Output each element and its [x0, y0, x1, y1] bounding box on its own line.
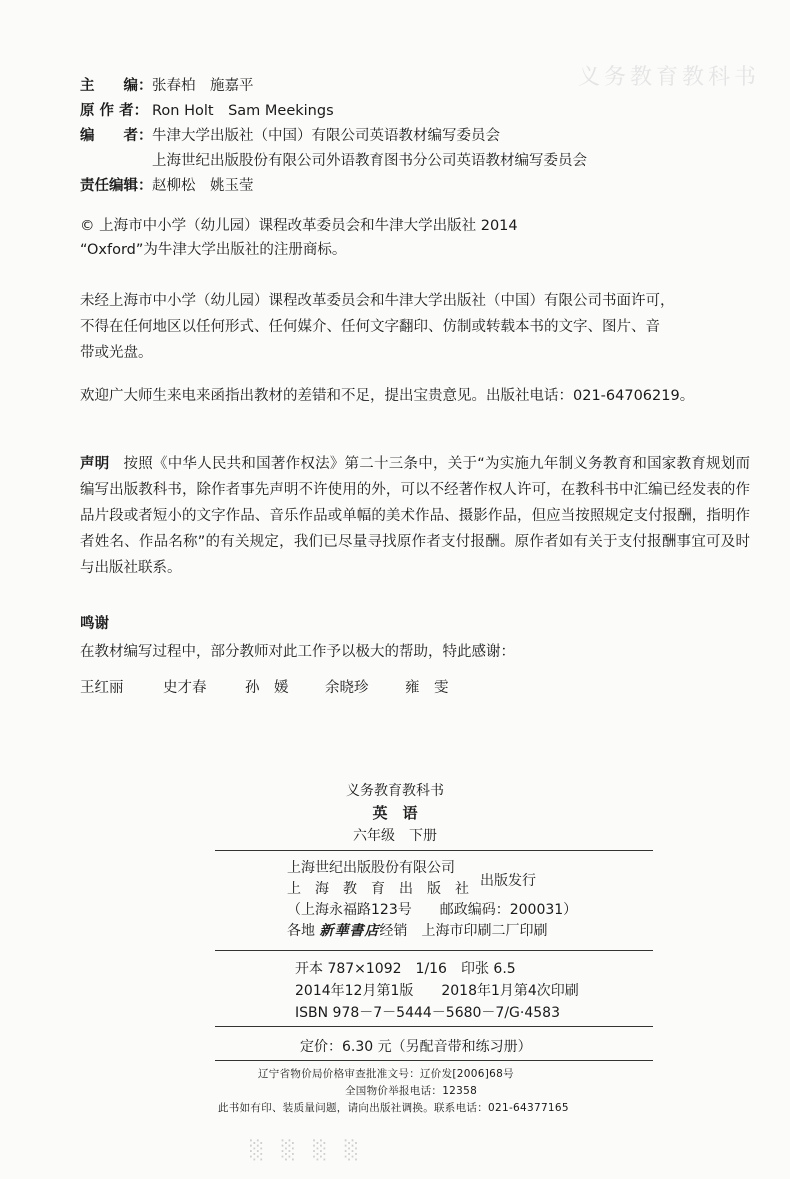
- acknowledgement-names: [80, 676, 580, 700]
- permission-notice: [80, 288, 752, 366]
- teacher-name: 王红丽: [80, 680, 124, 696]
- quality-notice: 此书如有印、装质量问题，请向出版社调换。联系电话：021-64377165: [218, 1102, 569, 1114]
- seller-prefix: 各地: [287, 923, 315, 939]
- series-title: 义务教育教科书: [346, 783, 444, 799]
- teacher-name: 孙 媛: [245, 680, 289, 696]
- divider: [215, 1060, 653, 1061]
- seller-suffix: 经销 上海市印刷二厂印刷: [379, 923, 548, 939]
- divider: [215, 850, 653, 851]
- seller-line: [287, 921, 607, 942]
- trademark-line: “Oxford”为牛津大学出版社的注册商标。: [80, 242, 347, 258]
- teacher-name: 史才春: [163, 680, 207, 696]
- format-line: 开本 787×1092 1/16 印张 6.5: [295, 961, 516, 977]
- credit-label: 责任编辑：: [80, 178, 153, 194]
- publisher-name: 上海世纪出版股份有限公司: [287, 860, 455, 876]
- xinhua-bookstore-logo: 新華書店: [319, 923, 380, 939]
- divider: [215, 950, 653, 951]
- teacher-name: 雍 雯: [405, 680, 449, 696]
- publisher-address: （上海永福路123号 邮政编码：200031）: [287, 902, 578, 918]
- teacher-name: 余晓珍: [325, 680, 369, 696]
- statement-block: [80, 451, 750, 581]
- credit-label: 原 作 者：: [80, 103, 149, 119]
- copyright-notice: [80, 214, 752, 262]
- credit-value: 上海世纪出版股份有限公司外语教育图书分公司英语教材编写委员会: [152, 153, 587, 169]
- bottom-watermark: ░ ░ ░ ░: [250, 1140, 365, 1161]
- isbn-line: ISBN 978－7－5444－5680－7/G·4583: [295, 1005, 560, 1021]
- credit-value: Ron Holt Sam Meekings: [152, 103, 334, 119]
- distribution-label: 出版发行: [480, 873, 536, 889]
- permission-line: 未经上海市中小学（幼儿园）课程改革委员会和牛津大学出版社（中国）有限公司书面许可，: [80, 293, 675, 309]
- price-hotline: 全国物价举报电话：12358: [345, 1085, 478, 1097]
- grade-title: 六年级 下册: [353, 828, 437, 844]
- subject-title: 英 语: [372, 804, 418, 822]
- copyright-line: © 上海市中小学（幼儿园）课程改革委员会和牛津大学出版社 2014: [80, 218, 518, 234]
- price-line: 定价：6.30 元（另配音带和练习册）: [300, 1039, 532, 1055]
- watermark-text: 义务教育教科书: [577, 65, 760, 90]
- price-approval: 辽宁省物价局价格审查批准文号：辽价发[2006]68号: [258, 1068, 514, 1080]
- credit-label: 主 编：: [80, 78, 153, 94]
- edition-line: 2014年12月第1版 2018年1月第4次印刷: [295, 983, 579, 999]
- publishers: [287, 858, 607, 942]
- credit-label: 编 者：: [80, 128, 153, 144]
- publisher-name: 上 海 教 育 出 版 社: [287, 881, 469, 897]
- statement-label: 声明: [80, 456, 110, 472]
- permission-line: 带或光盘。: [80, 345, 153, 361]
- statement-text: 按照《中华人民共和国著作权法》第二十三条中，关于“为实施九年制义务教育和国家教育规划而编写出版教科书，除作者事先声明不许使用的外，可以不经著作权人许可，在教科书中汇编已经发表的作品片段或者短小的文字作品、音乐作品或单幅的美术作品、摄影作品，但应当按照规定支付报酬，指明作者姓名、作品名称”的有关规定，我们已尽量寻找原作者支付报酬。原作者如有关于支付报酬事宜可及时与出版社联系。: [80, 456, 751, 576]
- feedback-line: 欢迎广大师生来电来函指出教材的差错和不足，提出宝贵意见。出版社电话：021-64706219。: [80, 388, 695, 404]
- credit-value: 张春柏 施嘉平: [152, 78, 254, 94]
- acknowledgement-title: 鸣谢: [80, 616, 109, 632]
- permission-line: 不得在任何地区以任何形式、任何媒介、任何文字翻印、仿制或转载本书的文字、图片、音: [80, 319, 660, 335]
- acknowledgement-text: 在教材编写过程中，部分教师对此工作予以极大的帮助，特此感谢：: [80, 644, 515, 660]
- credit-value: 赵柳松 姚玉莹: [152, 178, 254, 194]
- divider: [215, 1026, 653, 1027]
- feedback-notice: [80, 384, 752, 408]
- credit-value: 牛津大学出版社（中国）有限公司英语教材编写委员会: [152, 128, 500, 144]
